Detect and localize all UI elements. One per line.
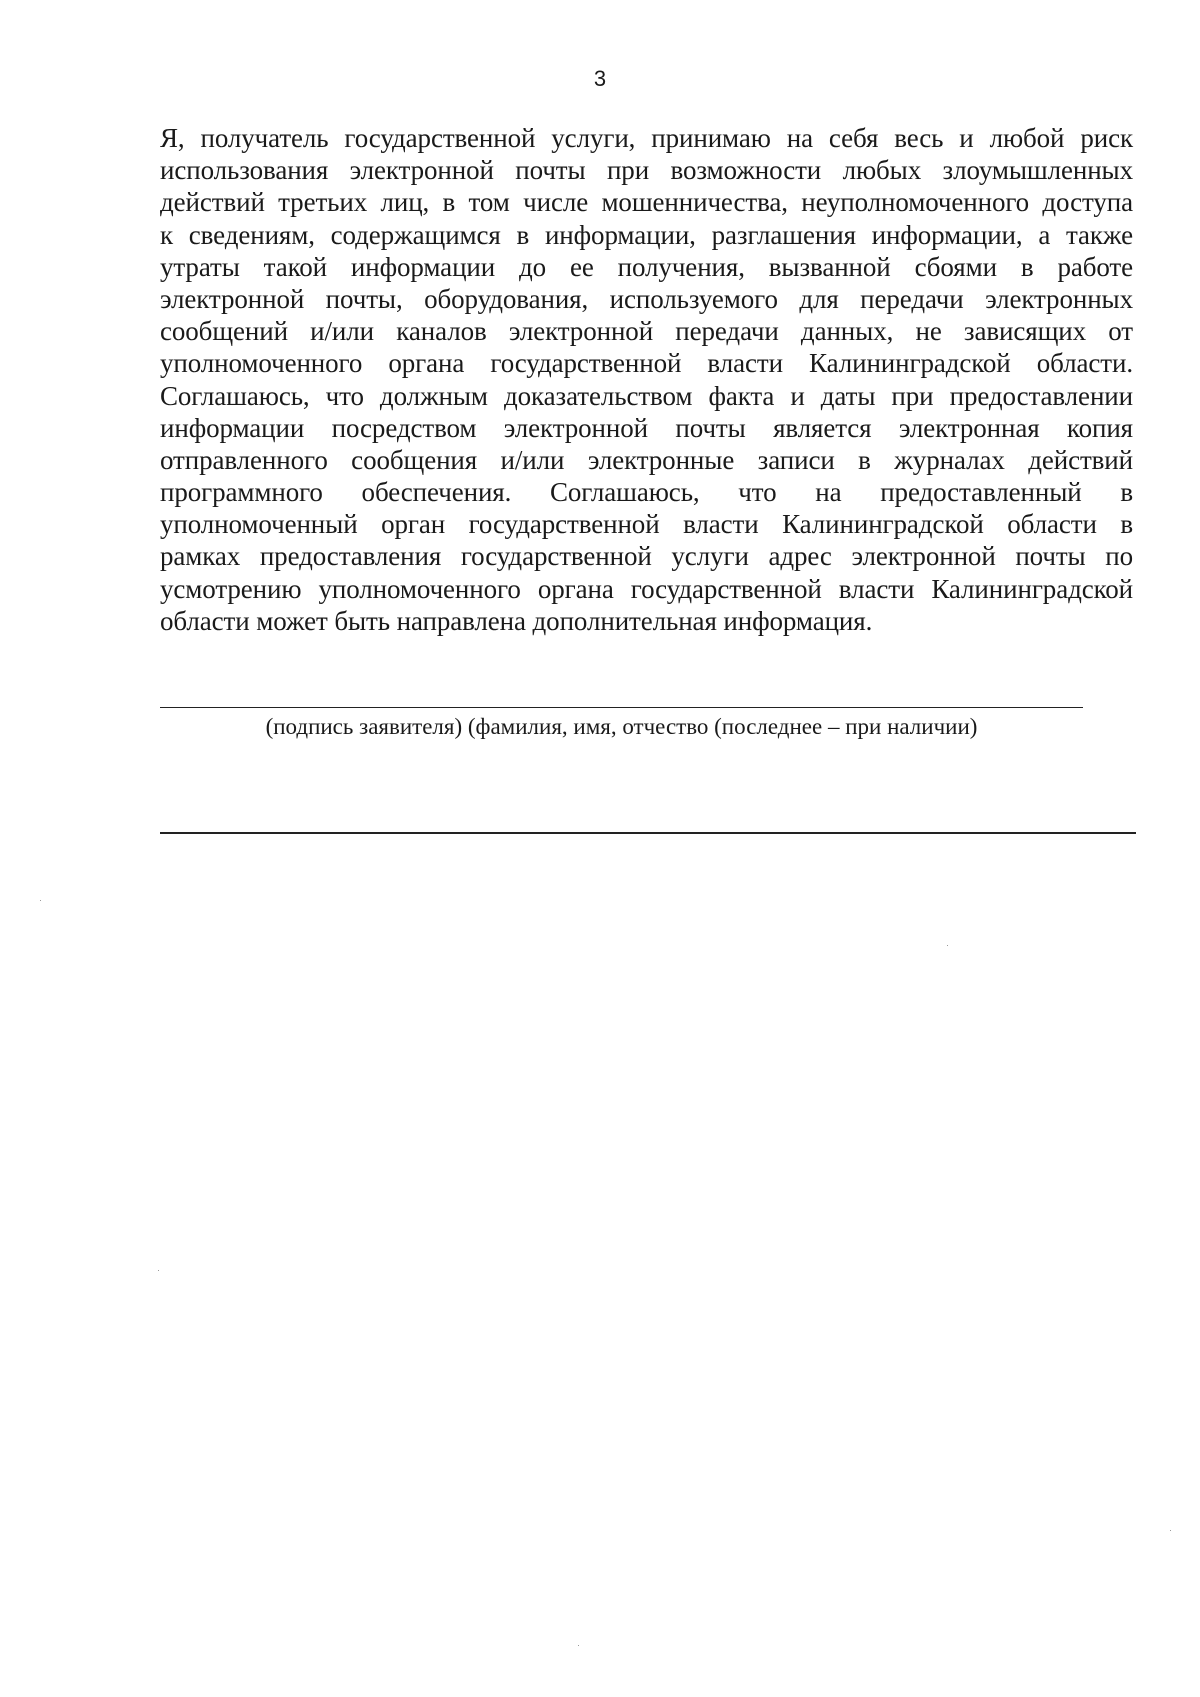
- scan-speck: [158, 1270, 159, 1271]
- bottom-rule: [160, 832, 1136, 834]
- scan-speck: [578, 1645, 579, 1646]
- paragraph-line: информации посредством электронной почты является электронная копия: [160, 412, 1133, 443]
- paragraph-line: электронной почты, оборудования, используемого для передачи электронных: [160, 283, 1133, 314]
- paragraph-line: использования электронной почты при возможности любых злоумышленных: [160, 155, 1133, 186]
- paragraph-line: действий третьих лиц, в том числе мошенничества, неуполномоченного доступа: [160, 187, 1133, 218]
- scan-speck: [947, 945, 948, 946]
- scan-speck: [1170, 1530, 1171, 1531]
- scan-speck: [40, 900, 41, 901]
- page-number: 3: [593, 66, 607, 91]
- paragraph-line: программного обеспечения. Соглашаюсь, что на предоставленный в: [160, 477, 1133, 508]
- paragraph-line: усмотрению уполномоченного органа государственной власти Калининградской: [160, 573, 1133, 604]
- paragraph-line: Соглашаюсь, что должным доказательством факта и даты при предоставлении: [160, 380, 1133, 411]
- paragraph-line: уполномоченного органа государственной власти Калининградской области.: [160, 348, 1133, 379]
- paragraph-line: Я, получатель государственной услуги, принимаю на себя весь и любой риск: [160, 123, 1133, 153]
- paragraph-line: рамках предоставления государственной услуги адрес электронной почты по: [160, 541, 1133, 572]
- paragraph-line: утраты такой информации до ее получения, вызванной сбоями в работе: [160, 251, 1133, 282]
- paragraph-line: к сведениям, содержащимся в информации, разглашения информации, а также: [160, 219, 1133, 250]
- signature-line: [160, 707, 1083, 708]
- signature-caption: (подпись заявителя) (фамилия, имя, отчество (последнее – при наличии): [265, 714, 978, 739]
- consent-paragraph: [160, 122, 1133, 637]
- paragraph-line: уполномоченный орган государственной власти Калининградской области в: [160, 509, 1133, 540]
- paragraph-line: области может быть направлена дополнительная информация.: [160, 605, 873, 636]
- paragraph-line: сообщений и/или каналов электронной передачи данных, не зависящих от: [160, 316, 1133, 347]
- paragraph-line: отправленного сообщения и/или электронные записи в журналах действий: [160, 444, 1133, 475]
